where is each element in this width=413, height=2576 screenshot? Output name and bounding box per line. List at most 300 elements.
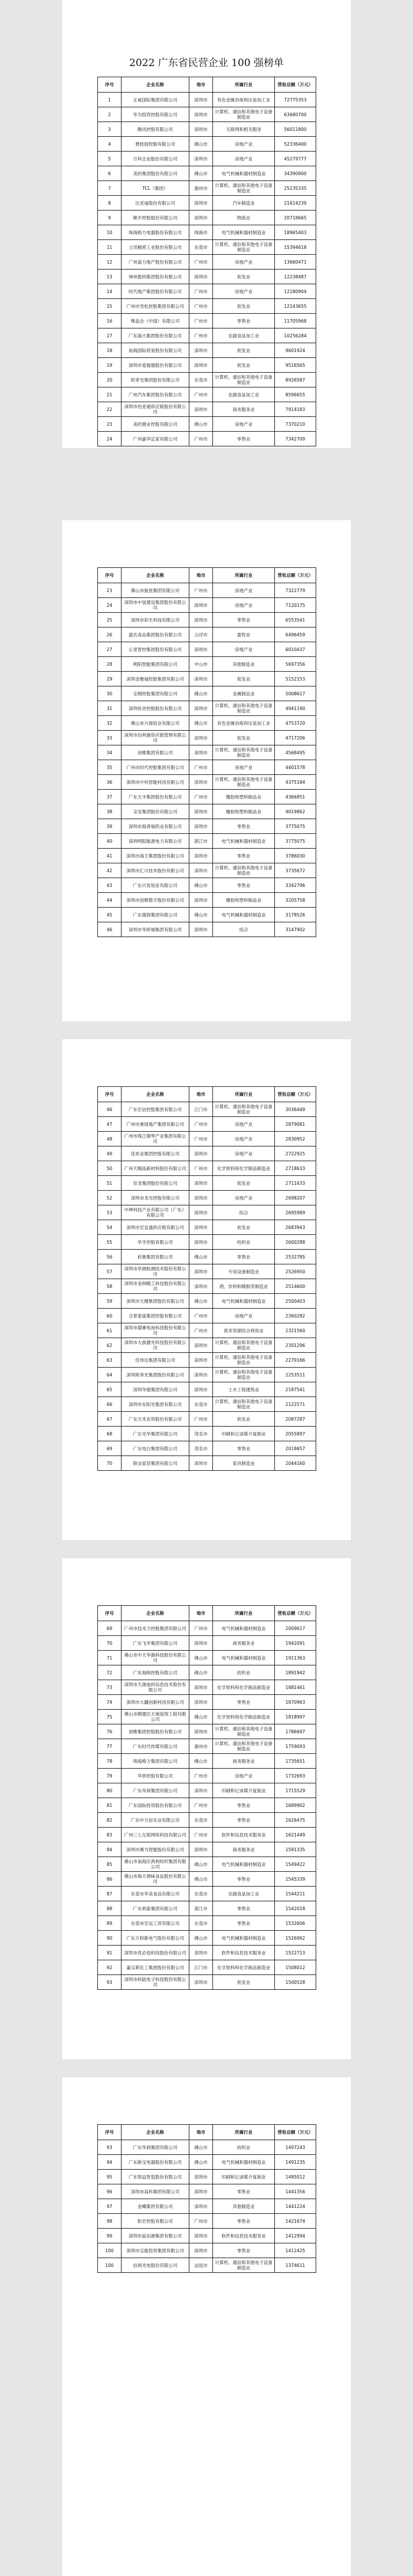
revenue-cell: 6010437 [275, 642, 316, 657]
table-row [98, 1960, 316, 1975]
company-cell: 广东天丰集团股份有限公司 [122, 790, 189, 804]
industry-cell: 家具制造业 [213, 1456, 275, 1471]
table-row [98, 1323, 316, 1338]
company-cell: 温氏食品集团股份有限公司 [122, 627, 189, 642]
revenue-cell: 20718665 [275, 211, 316, 225]
city-cell: 茂名市 [189, 1427, 213, 1441]
rank-cell: 37 [98, 790, 122, 804]
revenue-cell: 5008617 [275, 686, 316, 701]
rank-cell: 60 [98, 1309, 122, 1323]
rank-cell: 75 [98, 1710, 122, 1724]
table-row [98, 1117, 316, 1132]
table-row [98, 893, 316, 908]
city-cell: 深圳市 [189, 613, 213, 627]
rank-cell: 56 [98, 1250, 122, 1264]
industry-cell: 农副食品加工业 [213, 1887, 275, 1901]
table-row [98, 701, 316, 716]
rank-cell: 76 [98, 1724, 122, 1739]
ranking-table [97, 567, 316, 937]
city-cell: 佛山市 [189, 166, 213, 181]
ranking-table [97, 77, 316, 446]
revenue-cell: 1545339 [275, 1872, 316, 1887]
revenue-cell: 6496459 [275, 627, 316, 642]
company-cell: 广州市珠江钢琴产业集团有限公司 [122, 1132, 189, 1146]
rank-cell: 93 [98, 2140, 122, 2155]
industry-cell: 综合 [213, 922, 275, 937]
revenue-cell: 1911363 [275, 1651, 316, 1665]
column-header: 序号 [98, 2125, 122, 2140]
rank-cell: 23 [98, 583, 122, 598]
revenue-cell: 2187541 [275, 1382, 316, 1397]
column-header: 序号 [98, 77, 122, 93]
rank-cell: 48 [98, 1132, 122, 1146]
company-cell: 深圳市中装建设集团股份有限公司 [122, 598, 189, 613]
city-cell: 佛山市 [189, 1931, 213, 1946]
industry-cell: 计算机、通信和其他电子设备制造业 [213, 745, 275, 760]
company-cell: 顺丰控股股份有限公司 [122, 211, 189, 225]
company-cell: 佛山市顺德区天地装饰工程有限公司 [122, 1710, 189, 1724]
industry-cell: 批发业 [213, 1975, 275, 1990]
table-row [98, 196, 316, 211]
company-cell: 广东电白集团有限公司 [122, 1441, 189, 1456]
company-cell: 深圳市赛为智能股份有限公司 [122, 1842, 189, 1857]
city-cell: 东莞市 [189, 1813, 213, 1828]
table-row [98, 849, 316, 863]
revenue-cell: 3178526 [275, 908, 316, 922]
city-cell: 广州市 [189, 790, 213, 804]
header-row [98, 1606, 316, 1621]
table-row [98, 1294, 316, 1309]
industry-cell: 零售业 [213, 878, 275, 893]
city-cell: 深圳市 [189, 2229, 213, 2243]
revenue-cell: 34390900 [275, 166, 316, 181]
company-cell: 神州数码集团股份有限公司 [122, 270, 189, 284]
table-row [98, 1739, 316, 1754]
table-row [98, 642, 316, 657]
table-row [98, 2170, 316, 2184]
city-cell: 佛山市 [189, 1250, 213, 1264]
table-row [98, 1279, 316, 1294]
rank-cell: 100 [98, 2243, 122, 2258]
industry-cell: 橡胶和塑料制品业 [213, 893, 275, 908]
rank-cell: 69 [98, 1441, 122, 1456]
revenue-cell: 11705968 [275, 314, 316, 328]
table-row [98, 1680, 316, 1695]
revenue-cell: 1732693 [275, 1769, 316, 1783]
city-cell: 佛山市 [189, 2155, 213, 2170]
revenue-cell: 4375184 [275, 775, 316, 790]
table-row [98, 1264, 316, 1279]
rank-cell: 100 [98, 2258, 122, 2273]
rank-cell: 80 [98, 1783, 122, 1798]
rank-cell: 58 [98, 1279, 122, 1294]
industry-cell: 电气机械和器材制造业 [213, 2155, 275, 2170]
city-cell: 深圳市 [189, 598, 213, 613]
city-cell: 东莞市 [189, 1397, 213, 1412]
company-cell: 欧菲光集团股份有限公司 [122, 373, 189, 387]
revenue-cell: 3342796 [275, 878, 316, 893]
table-row [98, 358, 316, 373]
revenue-cell: 3036449 [275, 1102, 316, 1117]
rank-cell: 21 [98, 387, 122, 402]
revenue-cell: 1881461 [275, 1680, 316, 1695]
revenue-cell: 1412425 [275, 2243, 316, 2258]
rank-cell: 4 [98, 137, 122, 152]
industry-cell: 橡胶和塑料制品业 [213, 804, 275, 819]
city-cell: 东莞市 [189, 240, 213, 255]
revenue-cell: 1942091 [275, 1636, 316, 1651]
rank-cell: 85 [98, 1857, 122, 1872]
revenue-cell: 8926587 [275, 373, 316, 387]
revenue-cell: 7914183 [275, 402, 316, 417]
city-cell: 深圳市 [189, 863, 213, 878]
rank-cell: 59 [98, 1294, 122, 1309]
revenue-cell: 63680700 [275, 107, 316, 122]
table-row [98, 1205, 316, 1220]
city-cell: 深圳市 [189, 211, 213, 225]
company-cell: 广州三七互娱网络科技有限公司 [122, 1828, 189, 1842]
industry-cell: 化学原料和化学制品制造业 [213, 1161, 275, 1176]
city-cell: 深圳市 [189, 1176, 213, 1191]
rank-cell: 25 [98, 613, 122, 627]
industry-cell: 零售业 [213, 314, 275, 328]
revenue-cell: 2532785 [275, 1250, 316, 1264]
city-cell: 广州市 [189, 387, 213, 402]
rank-cell: 62 [98, 1338, 122, 1353]
column-header: 企业名称 [122, 2125, 189, 2140]
industry-cell: 零售业 [213, 1872, 275, 1887]
company-cell: 深圳华强集团有限公司 [122, 1382, 189, 1397]
city-cell: 广州市 [189, 314, 213, 328]
industry-cell: 批发业 [213, 343, 275, 358]
revenue-cell: 1786697 [275, 1724, 316, 1739]
city-cell: 佛山市 [189, 1754, 213, 1769]
company-cell: 深圳市盐田港集团有限公司 [122, 2229, 189, 2243]
company-cell: 广东中力信实业有限公司 [122, 1813, 189, 1828]
city-cell: 江门市 [189, 1102, 213, 1117]
industry-cell: 电气机械和器材制造业 [213, 1651, 275, 1665]
table-row [98, 299, 316, 314]
industry-cell: 房地产业 [213, 284, 275, 299]
rank-cell: 10 [98, 225, 122, 240]
company-cell: 深圳市华测检测技术股份有限公司 [122, 1264, 189, 1279]
table-row [98, 314, 316, 328]
city-cell: 广州市 [189, 432, 213, 446]
rank-cell: 84 [98, 1842, 122, 1857]
revenue-cell: 1526062 [275, 1931, 316, 1946]
company-cell: 宝钢控股集团有限公司 [122, 686, 189, 701]
industry-cell: 批发业 [213, 299, 275, 314]
table-row [98, 834, 316, 849]
table-row [98, 1309, 316, 1323]
company-cell: 碧桂园控股有限公司 [122, 137, 189, 152]
rank-cell: 79 [98, 1769, 122, 1783]
city-cell: 佛山市 [189, 2140, 213, 2155]
company-cell: 深圳市华侨城集团有限公司 [122, 922, 189, 937]
industry-cell: 计算机、通信和其他电子设备制造业 [213, 701, 275, 716]
city-cell: 深圳市 [189, 1680, 213, 1695]
industry-cell: 批发业 [213, 1412, 275, 1427]
industry-cell: 纺织业 [213, 1235, 275, 1250]
rank-cell: 12 [98, 255, 122, 270]
industry-cell: 零售业 [213, 2214, 275, 2229]
industry-cell: 电气机械和器材制造业 [213, 1621, 275, 1636]
rank-cell: 7 [98, 181, 122, 196]
table-row [98, 1887, 316, 1901]
city-cell: 深圳市 [189, 1191, 213, 1205]
industry-cell: 纺织业 [213, 1665, 275, 1680]
city-cell: 佛山市 [189, 1665, 213, 1680]
company-cell: 佛山市中天华旗科技股份有限公司 [122, 1651, 189, 1665]
revenue-cell: 1621449 [275, 1828, 316, 1842]
city-cell: 广州市 [189, 1828, 213, 1842]
city-cell: 深圳市 [189, 2199, 213, 2214]
industry-cell: 畜牧业 [213, 627, 275, 642]
industry-cell: 计算机、通信和其他电子设备制造业 [213, 2258, 275, 2273]
city-cell: 广州市 [189, 1621, 213, 1636]
revenue-cell: 2711633 [275, 1176, 316, 1191]
company-cell: 时代地产集团股份有限公司 [122, 284, 189, 299]
table-row [98, 1176, 316, 1191]
rank-cell: 24 [98, 432, 122, 446]
table-row [98, 1132, 316, 1146]
rank-cell: 3 [98, 122, 122, 137]
industry-cell: 商务服务业 [213, 1842, 275, 1857]
revenue-cell: 1549422 [275, 1857, 316, 1872]
column-header: 营收总额（万元） [275, 2125, 316, 2140]
company-cell: 深圳市大疆创新科技有限公司 [122, 1695, 189, 1710]
revenue-cell: 12180904 [275, 284, 316, 299]
company-cell: 深圳市德赛电池科技股份有限公司 [122, 1323, 189, 1338]
table-row [98, 1901, 316, 1916]
city-cell: 深圳市 [189, 1695, 213, 1710]
city-cell: 深圳市 [189, 701, 213, 716]
city-cell: 广州市 [189, 1117, 213, 1132]
column-header: 营收总额（万元） [275, 77, 316, 93]
company-cell: 广东利泰集团有限公司 [122, 1901, 189, 1916]
company-cell: 佳龙集团股份有限公司 [122, 1176, 189, 1191]
rank-cell: 20 [98, 373, 122, 387]
table-row [98, 2258, 316, 2273]
ranking-table [97, 2124, 316, 2273]
company-cell: 嘉宝莉化工集团股份有限公司 [122, 1960, 189, 1975]
city-cell: 湛江市 [189, 834, 213, 849]
company-cell: 合景泰富集团控股有限公司 [122, 1309, 189, 1323]
revenue-cell: 3735672 [275, 863, 316, 878]
rank-cell: 88 [98, 1901, 122, 1916]
rank-cell: 50 [98, 1161, 122, 1176]
industry-cell: 房地产业 [213, 255, 275, 270]
rank-cell: 36 [98, 775, 122, 790]
rank-cell: 19 [98, 358, 122, 373]
industry-cell: 商务服务业 [213, 1754, 275, 1769]
table-row [98, 672, 316, 686]
table-row [98, 2155, 316, 2170]
city-cell: 惠州市 [189, 181, 213, 196]
company-cell: 创维集团控股股份有限公司 [122, 1724, 189, 1739]
industry-cell: 批发业 [213, 731, 275, 745]
company-cell: 深圳市爱施德股份有限公司 [122, 358, 189, 373]
rank-cell: 77 [98, 1739, 122, 1754]
revenue-cell: 2055897 [275, 1427, 316, 1441]
page-title: 2022 广东省民营企业 100 强榜单 [129, 57, 284, 69]
company-cell: 深圳市天源迪科信息技术股份有限公司 [122, 1680, 189, 1695]
industry-cell: 电气机械和器材制造业 [213, 166, 275, 181]
rank-cell: 9 [98, 211, 122, 225]
revenue-cell: 1891942 [275, 1665, 316, 1680]
industry-cell: 零售业 [213, 432, 275, 446]
company-cell: 深圳市宝能投资集团有限公司 [122, 2243, 189, 2258]
revenue-cell: 4568495 [275, 745, 316, 760]
industry-cell: 有色金属冶炼和压延加工业 [213, 93, 275, 107]
rank-cell: 8 [98, 196, 122, 211]
revenue-cell: 8596655 [275, 387, 316, 402]
industry-cell: 有色金属冶炼和压延加工业 [213, 716, 275, 731]
city-cell: 深圳市 [189, 672, 213, 686]
company-cell: 东莞市华美食品有限公司 [122, 1887, 189, 1901]
table-row [98, 1695, 316, 1710]
industry-cell: 计算机、通信和其他电子设备制造业 [213, 1397, 275, 1412]
revenue-cell: 4019862 [275, 804, 316, 819]
company-cell: 广州市时代控股集团有限公司 [122, 760, 189, 775]
company-cell: 广东华润集团有限公司 [122, 1783, 189, 1798]
revenue-cell: 1689902 [275, 1798, 316, 1813]
header-row [98, 1087, 316, 1102]
city-cell: 深圳市 [189, 1205, 213, 1220]
company-cell: 华为投资控股有限公司 [122, 107, 189, 122]
industry-cell: 房地产业 [213, 1117, 275, 1132]
table-row [98, 613, 316, 627]
industry-cell: 纺织业 [213, 2140, 275, 2155]
revenue-cell: 3775075 [275, 834, 316, 849]
column-header: 地市 [189, 77, 213, 93]
revenue-cell: 5152153 [275, 672, 316, 686]
revenue-cell: 12143655 [275, 299, 316, 314]
table-row [98, 1783, 316, 1798]
industry-cell: 房地产业 [213, 583, 275, 598]
company-cell: 广东新宝电器股份有限公司 [122, 2155, 189, 2170]
city-cell: 深圳市 [189, 804, 213, 819]
rank-cell: 38 [98, 804, 122, 819]
industry-cell: 房地产业 [213, 1132, 275, 1146]
revenue-cell: 3147902 [275, 922, 316, 937]
industry-cell: 电气机械和器材制造业 [213, 908, 275, 922]
industry-cell: 计算机、通信和其他电子设备制造业 [213, 1368, 275, 1382]
revenue-cell: 2301296 [275, 1338, 316, 1353]
company-cell: 佳伟达集团有限公司 [122, 1353, 189, 1368]
table-row [98, 225, 316, 240]
city-cell: 深圳市 [189, 358, 213, 373]
company-cell: 华孚控股有限公司 [122, 1235, 189, 1250]
company-cell: 广东海大集团股份有限公司 [122, 328, 189, 343]
rank-cell: 78 [98, 1754, 122, 1769]
rank-cell: 67 [98, 1412, 122, 1427]
city-cell: 湛江市 [189, 1901, 213, 1916]
company-cell: 深圳市海普瑞药业有限公司 [122, 819, 189, 834]
table-row [98, 804, 316, 819]
table-row [98, 908, 316, 922]
rank-cell: 57 [98, 1264, 122, 1279]
revenue-cell: 72775353 [275, 93, 316, 107]
company-cell: 深圳市宏宜盛供应链有限公司 [122, 1220, 189, 1235]
revenue-cell: 1491235 [275, 2155, 316, 2170]
revenue-cell: 2321560 [275, 1323, 316, 1338]
rank-cell: 32 [98, 716, 122, 731]
city-cell: 深圳市 [189, 893, 213, 908]
industry-cell: 印刷和记录媒介复制业 [213, 2170, 275, 2184]
rank-cell: 46 [98, 922, 122, 937]
industry-cell: 其他制造业 [213, 2199, 275, 2214]
company-cell: 深圳市优必选科技股份有限公司 [122, 1946, 189, 1960]
revenue-cell: 25235335 [275, 181, 316, 196]
industry-cell: 农副食品加工业 [213, 387, 275, 402]
rank-cell: 11 [98, 240, 122, 255]
rank-cell: 81 [98, 1798, 122, 1813]
industry-cell: 印刷和记录媒介复制业 [213, 1427, 275, 1441]
table-row [98, 790, 316, 804]
industry-cell: 印刷和记录媒介复制业 [213, 1783, 275, 1798]
revenue-cell: 4717206 [275, 731, 316, 745]
company-cell: 深圳市高科集团有限公司 [122, 2184, 189, 2199]
table-row [98, 583, 316, 598]
rank-cell: 35 [98, 760, 122, 775]
rank-cell: 33 [98, 731, 122, 745]
industry-cell: 计算机、通信和其他电子设备制造业 [213, 1102, 275, 1117]
industry-cell: 房地产业 [213, 1146, 275, 1161]
revenue-cell: 45279777 [275, 152, 316, 166]
table-row [98, 417, 316, 432]
column-header: 所属行业 [213, 568, 275, 583]
industry-cell: 商务服务业 [213, 1636, 275, 1651]
rank-cell: 63 [98, 1353, 122, 1368]
industry-cell: 农副食品加工业 [213, 328, 275, 343]
industry-cell: 计算机、通信和其他电子设备制造业 [213, 775, 275, 790]
company-cell: 深圳欧菲光集团股份有限公司 [122, 1368, 189, 1382]
industry-cell: 计算机、通信和其他电子设备制造业 [213, 1724, 275, 1739]
city-cell: 佛山市 [189, 1651, 213, 1665]
revenue-cell: 1421674 [275, 2214, 316, 2229]
revenue-cell: 12238487 [275, 270, 316, 284]
industry-cell: 废弃资源综合利用业 [213, 1323, 275, 1338]
revenue-cell: 1759093 [275, 1739, 316, 1754]
rank-cell: 2 [98, 107, 122, 122]
industry-cell: 计算机、通信和其他电子设备制造业 [213, 1353, 275, 1368]
company-cell: 广东时代传媒有限公司 [122, 1739, 189, 1754]
company-cell: 广东领益智造股份有限公司 [122, 2170, 189, 2184]
revenue-cell: 1715529 [275, 1783, 316, 1798]
table-row [98, 1769, 316, 1783]
city-cell: 深圳市 [189, 1264, 213, 1279]
column-header: 所属行业 [213, 2125, 275, 2140]
rank-cell: 64 [98, 1368, 122, 1382]
table-row [98, 1651, 316, 1665]
revenue-cell: 1532606 [275, 1916, 316, 1931]
rank-cell: 55 [98, 1235, 122, 1250]
industry-cell: 软件和信息技术服务业 [213, 1946, 275, 1960]
industry-cell: 计算机、通信和其他电子设备制造业 [213, 240, 275, 255]
rank-cell: 87 [98, 1887, 122, 1901]
industry-cell: 房地产业 [213, 417, 275, 432]
industry-cell: 互联网和相关服务 [213, 122, 275, 137]
rank-cell: 70 [98, 1456, 122, 1471]
industry-cell: 批发业 [213, 672, 275, 686]
revenue-cell: 1544211 [275, 1887, 316, 1901]
revenue-cell: 3205758 [275, 893, 316, 908]
revenue-cell: 2722925 [275, 1146, 316, 1161]
company-cell: 佛山市海天调味食品股份有限公司 [122, 1872, 189, 1887]
table-row [98, 1813, 316, 1828]
industry-cell: 零售业 [213, 2184, 275, 2199]
